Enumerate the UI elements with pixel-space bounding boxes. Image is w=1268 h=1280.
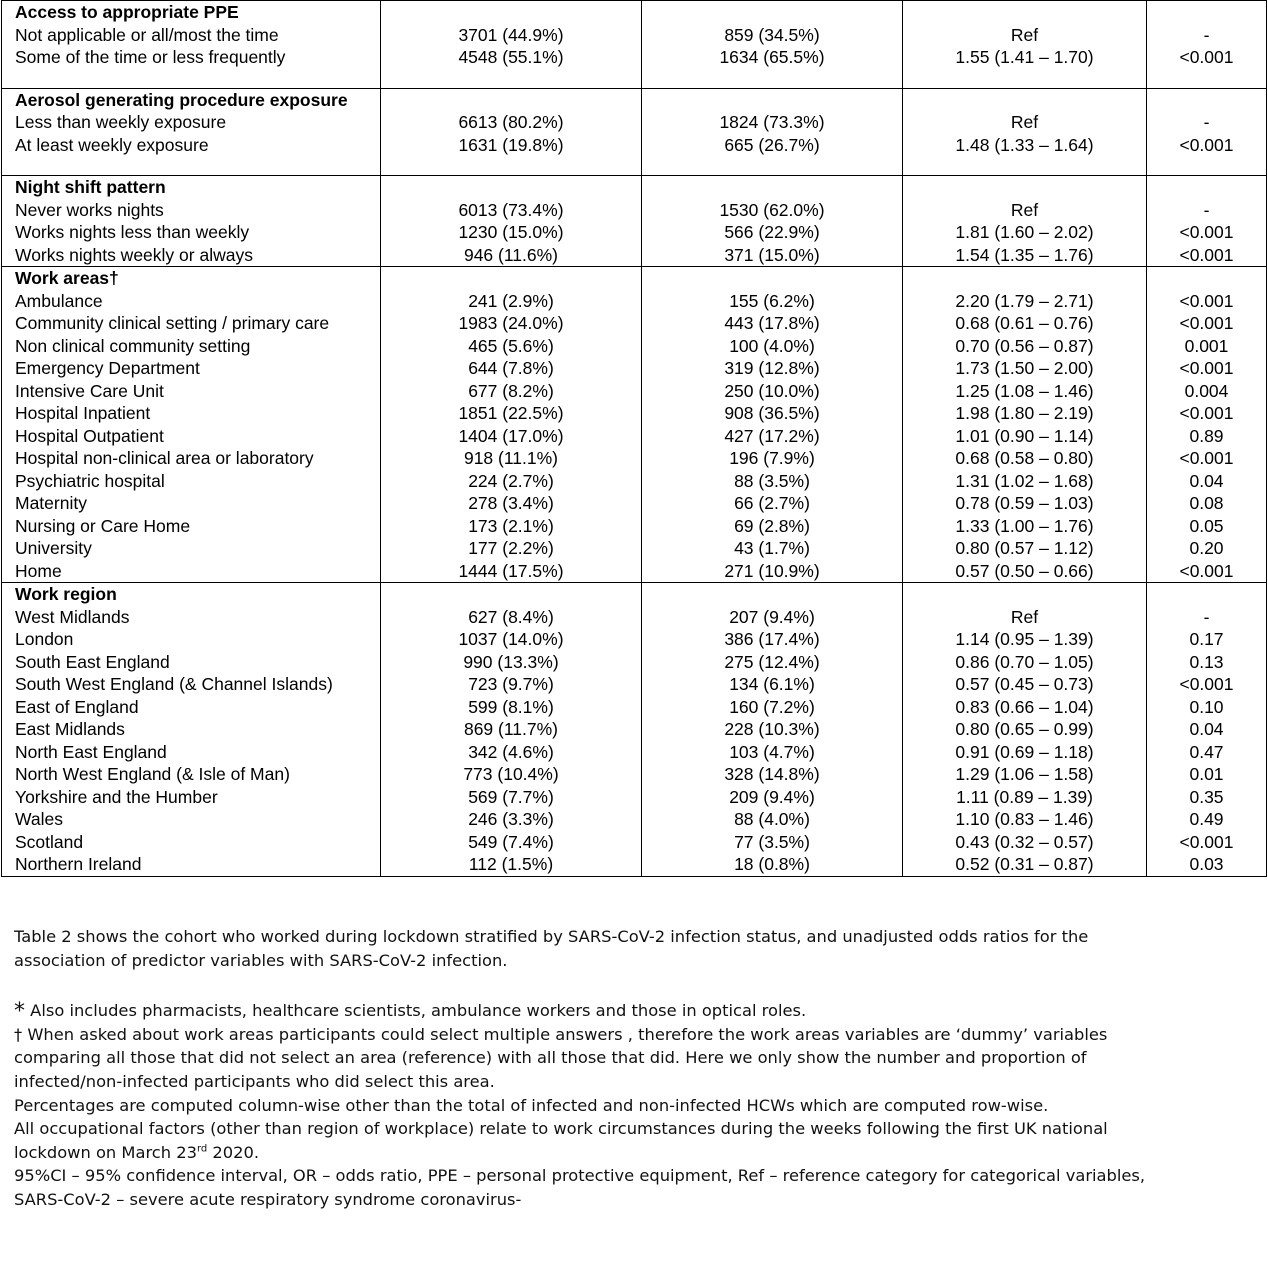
row-label: Hospital Outpatient	[2, 425, 381, 448]
table-cell: Ref	[903, 111, 1147, 134]
table-section	[2, 583, 1267, 877]
table-cell: <0.001	[1147, 402, 1267, 425]
table-cell: 160 (7.2%)	[642, 696, 903, 719]
row-label: Nursing or Care Home	[2, 515, 381, 538]
row-label: Some of the time or less frequently	[2, 46, 381, 69]
table-cell: 0.17	[1147, 628, 1267, 651]
section-title: Aerosol generating procedure exposure	[2, 88, 381, 111]
row-label: Wales	[2, 808, 381, 831]
asterisk-symbol: *	[14, 999, 25, 1025]
table-cell: 627 (8.4%)	[381, 606, 642, 629]
table-cell: 0.89	[1147, 425, 1267, 448]
row-label: South West England (& Channel Islands)	[2, 673, 381, 696]
table-cell	[381, 583, 642, 606]
empty-cell	[903, 69, 1147, 89]
table-cell: 0.68 (0.58 – 0.80)	[903, 447, 1147, 470]
table-cell: 1.25 (1.08 – 1.46)	[903, 380, 1147, 403]
table-cell: 18 (0.8%)	[642, 853, 903, 876]
table-row	[2, 425, 1267, 448]
table-cell: 155 (6.2%)	[642, 290, 903, 313]
table-cell: 677 (8.2%)	[381, 380, 642, 403]
table-cell: 1631 (19.8%)	[381, 134, 642, 157]
table-cell: <0.001	[1147, 560, 1267, 583]
table-cell: -	[1147, 24, 1267, 47]
table-cell: 1.98 (1.80 – 2.19)	[903, 402, 1147, 425]
row-label: Community clinical setting / primary care	[2, 312, 381, 335]
table-cell: Ref	[903, 606, 1147, 629]
table-cell: 342 (4.6%)	[381, 741, 642, 764]
table-cell: 196 (7.9%)	[642, 447, 903, 470]
row-label: Northern Ireland	[2, 853, 381, 876]
table-cell: 209 (9.4%)	[642, 786, 903, 809]
row-label: North East England	[2, 741, 381, 764]
table-cell: 443 (17.8%)	[642, 312, 903, 335]
row-label: University	[2, 537, 381, 560]
table-cell: <0.001	[1147, 290, 1267, 313]
row-label: Not applicable or all/most the time	[2, 24, 381, 47]
table-cell: 100 (4.0%)	[642, 335, 903, 358]
table-cell	[903, 88, 1147, 111]
table-row	[2, 312, 1267, 335]
table-cell: 1.10 (0.83 – 1.46)	[903, 808, 1147, 831]
table-cell	[1147, 176, 1267, 199]
table-cell: -	[1147, 111, 1267, 134]
table-cell: 0.49	[1147, 808, 1267, 831]
table-cell: <0.001	[1147, 46, 1267, 69]
table-cell: 0.04	[1147, 470, 1267, 493]
footnote-star	[14, 999, 1164, 1023]
row-label: Scotland	[2, 831, 381, 854]
table-cell: 0.04	[1147, 718, 1267, 741]
table-cell: 1.73 (1.50 – 2.00)	[903, 357, 1147, 380]
table-cell: <0.001	[1147, 357, 1267, 380]
table-cell: 427 (17.2%)	[642, 425, 903, 448]
table-cell	[1147, 583, 1267, 606]
table-row	[2, 741, 1267, 764]
table-cell: 0.68 (0.61 – 0.76)	[903, 312, 1147, 335]
table-cell: <0.001	[1147, 221, 1267, 244]
table-cell: 0.08	[1147, 492, 1267, 515]
table-cell: <0.001	[1147, 447, 1267, 470]
table-cell: 0.70 (0.56 – 0.87)	[903, 335, 1147, 358]
table-row	[2, 470, 1267, 493]
empty-cell	[381, 69, 642, 89]
table-row	[2, 402, 1267, 425]
row-label: Maternity	[2, 492, 381, 515]
table-cell: 665 (26.7%)	[642, 134, 903, 157]
table-cell: 723 (9.7%)	[381, 673, 642, 696]
table-cell	[1147, 267, 1267, 290]
empty-cell	[642, 69, 903, 89]
table-cell	[642, 176, 903, 199]
table-cell: 1404 (17.0%)	[381, 425, 642, 448]
row-label: South East England	[2, 651, 381, 674]
table-cell: 0.01	[1147, 763, 1267, 786]
table-cell: 0.57 (0.50 – 0.66)	[903, 560, 1147, 583]
table-cell: 134 (6.1%)	[642, 673, 903, 696]
table-cell: 0.52 (0.31 – 0.87)	[903, 853, 1147, 876]
table-cell: 1.11 (0.89 – 1.39)	[903, 786, 1147, 809]
footnote-occupational	[14, 1117, 1164, 1164]
table-cell: 1444 (17.5%)	[381, 560, 642, 583]
table-cell	[642, 583, 903, 606]
table-cell: 908 (36.5%)	[642, 402, 903, 425]
table-cell: 0.57 (0.45 – 0.73)	[903, 673, 1147, 696]
table-cell	[903, 267, 1147, 290]
table-cell: 0.91 (0.69 – 1.18)	[903, 741, 1147, 764]
table-cell: 0.47	[1147, 741, 1267, 764]
table-cell: 644 (7.8%)	[381, 357, 642, 380]
section-header-row	[2, 267, 1267, 290]
table-cell: -	[1147, 606, 1267, 629]
table-cell: 278 (3.4%)	[381, 492, 642, 515]
row-label: Intensive Care Unit	[2, 380, 381, 403]
table-cell: 246 (3.3%)	[381, 808, 642, 831]
row-label: Works nights weekly or always	[2, 244, 381, 267]
table-cell	[642, 267, 903, 290]
section-title: Work region	[2, 583, 381, 606]
table-cell: Ref	[903, 199, 1147, 222]
table-row	[2, 515, 1267, 538]
table-section	[2, 176, 1267, 267]
table-cell: 371 (15.0%)	[642, 244, 903, 267]
table-cell: 1.31 (1.02 – 1.68)	[903, 470, 1147, 493]
table-cell: 173 (2.1%)	[381, 515, 642, 538]
table-row	[2, 651, 1267, 674]
table-cell: 386 (17.4%)	[642, 628, 903, 651]
table-cell: 241 (2.9%)	[381, 290, 642, 313]
table-cell: 599 (8.1%)	[381, 696, 642, 719]
table-row	[2, 357, 1267, 380]
row-label: Home	[2, 560, 381, 583]
table-cell: 1.55 (1.41 – 1.70)	[903, 46, 1147, 69]
table-cell: 946 (11.6%)	[381, 244, 642, 267]
table-cell: <0.001	[1147, 244, 1267, 267]
table-cell: 1530 (62.0%)	[642, 199, 903, 222]
table-cell: 1634 (65.5%)	[642, 46, 903, 69]
section-title: Night shift pattern	[2, 176, 381, 199]
row-label: East of England	[2, 696, 381, 719]
table-row	[2, 24, 1267, 47]
table-cell: 0.13	[1147, 651, 1267, 674]
table-cell: 228 (10.3%)	[642, 718, 903, 741]
footnote-star-text: Also includes pharmacists, healthcare scientists, ambulance workers and those in optical roles.	[25, 1001, 807, 1021]
row-label: Non clinical community setting	[2, 335, 381, 358]
table-cell: 0.03	[1147, 853, 1267, 876]
table-caption: Table 2 shows the cohort who worked during lockdown stratified by SARS-CoV-2 infection status, and unadjusted odds ratios for the association of predictor variables with SARS-CoV-2 infection.	[14, 927, 1089, 970]
table-cell: 177 (2.2%)	[381, 537, 642, 560]
table-cell: 6613 (80.2%)	[381, 111, 642, 134]
table-cell: -	[1147, 199, 1267, 222]
table-cell: 1.01 (0.90 – 1.14)	[903, 425, 1147, 448]
table-row	[2, 808, 1267, 831]
table-row	[2, 628, 1267, 651]
table-cell	[1147, 88, 1267, 111]
section-header-row	[2, 176, 1267, 199]
table-row	[2, 290, 1267, 313]
table-cell	[903, 583, 1147, 606]
table-cell	[903, 176, 1147, 199]
table-row	[2, 244, 1267, 267]
table-cell: 271 (10.9%)	[642, 560, 903, 583]
table-cell: 990 (13.3%)	[381, 651, 642, 674]
footnote-dagger: † When asked about work areas participants could select multiple answers , therefore the work areas variables are ‘dummy’ variables comparing all those that did not select an area (reference) with all those that did. Here we only show the number and proportion of infected/non-infected participants who did select this area.	[14, 1024, 1108, 1091]
table-row	[2, 335, 1267, 358]
table-cell: 69 (2.8%)	[642, 515, 903, 538]
table-cell: 0.86 (0.70 – 1.05)	[903, 651, 1147, 674]
table-section	[2, 88, 1267, 176]
row-label: London	[2, 628, 381, 651]
table-row	[2, 606, 1267, 629]
table-cell: 328 (14.8%)	[642, 763, 903, 786]
table-row	[2, 673, 1267, 696]
table-cell	[642, 1, 903, 24]
table-cell: 773 (10.4%)	[381, 763, 642, 786]
row-label: Works nights less than weekly	[2, 221, 381, 244]
table-cell: <0.001	[1147, 134, 1267, 157]
row-label: Emergency Department	[2, 357, 381, 380]
row-label: Psychiatric hospital	[2, 470, 381, 493]
table-cell: 0.83 (0.66 – 1.04)	[903, 696, 1147, 719]
table-cell: 0.80 (0.57 – 1.12)	[903, 537, 1147, 560]
row-label: Hospital Inpatient	[2, 402, 381, 425]
row-label: North West England (& Isle of Man)	[2, 763, 381, 786]
table-row	[2, 380, 1267, 403]
table-row	[2, 696, 1267, 719]
results-table	[1, 0, 1267, 877]
table-cell: 1.29 (1.06 – 1.58)	[903, 763, 1147, 786]
table-cell: 0.80 (0.65 – 0.99)	[903, 718, 1147, 741]
table-cell: 869 (11.7%)	[381, 718, 642, 741]
table-cell: 0.20	[1147, 537, 1267, 560]
table-section	[2, 267, 1267, 583]
table-cell: <0.001	[1147, 831, 1267, 854]
footnote-abbreviations: 95%CI – 95% confidence interval, OR – odds ratio, PPE – personal protective equipment, Ref – reference category for categorical variables, SARS-CoV-2 – severe acute respiratory syndrome coronavirus-	[14, 1166, 1146, 1209]
table-cell: 1824 (73.3%)	[642, 111, 903, 134]
table-cell: 319 (12.8%)	[642, 357, 903, 380]
table-row	[2, 763, 1267, 786]
section-header-row	[2, 1, 1267, 24]
empty-cell	[1147, 156, 1267, 176]
table-cell: 1.33 (1.00 – 1.76)	[903, 515, 1147, 538]
table-cell: <0.001	[1147, 312, 1267, 335]
table-cell: 0.004	[1147, 380, 1267, 403]
table-cell: 224 (2.7%)	[381, 470, 642, 493]
spacer-row	[2, 156, 1267, 176]
table-cell: 1983 (24.0%)	[381, 312, 642, 335]
table-cell: 43 (1.7%)	[642, 537, 903, 560]
table-cell: 918 (11.1%)	[381, 447, 642, 470]
row-label: West Midlands	[2, 606, 381, 629]
table-row	[2, 46, 1267, 69]
table-cell	[381, 176, 642, 199]
table-row	[2, 786, 1267, 809]
table-cell: 0.05	[1147, 515, 1267, 538]
table-row	[2, 718, 1267, 741]
table-cell: 569 (7.7%)	[381, 786, 642, 809]
empty-cell	[381, 156, 642, 176]
footnote-percentages: Percentages are computed column-wise other than the total of infected and non-infected HCWs which are computed row-wise.	[14, 1095, 1049, 1115]
row-label: At least weekly exposure	[2, 134, 381, 157]
table-cell: 88 (3.5%)	[642, 470, 903, 493]
table-row	[2, 221, 1267, 244]
table-cell: 103 (4.7%)	[642, 741, 903, 764]
table-cell: 859 (34.5%)	[642, 24, 903, 47]
table-cell: 1.48 (1.33 – 1.64)	[903, 134, 1147, 157]
table-notes	[14, 925, 1164, 1212]
empty-cell	[1147, 69, 1267, 89]
table-cell: <0.001	[1147, 673, 1267, 696]
table-cell: 0.43 (0.32 – 0.57)	[903, 831, 1147, 854]
table-cell: 3701 (44.9%)	[381, 24, 642, 47]
table-cell: 1037 (14.0%)	[381, 628, 642, 651]
table-row	[2, 111, 1267, 134]
table-cell: 2.20 (1.79 – 2.71)	[903, 290, 1147, 313]
table-cell: 0.10	[1147, 696, 1267, 719]
table-row	[2, 853, 1267, 876]
table-cell	[903, 1, 1147, 24]
table-row	[2, 492, 1267, 515]
row-label: Yorkshire and the Humber	[2, 786, 381, 809]
row-label: East Midlands	[2, 718, 381, 741]
footnote-occupational-end: 2020.	[207, 1142, 260, 1162]
empty-cell	[2, 156, 381, 176]
table-cell	[642, 88, 903, 111]
row-label: Less than weekly exposure	[2, 111, 381, 134]
footnote-occupational-text: All occupational factors (other than region of workplace) relate to work circumstances during the weeks following the first UK national lockdown on March 23	[14, 1119, 1108, 1162]
ordinal-superscript: rd	[196, 1143, 208, 1155]
spacer-row	[2, 69, 1267, 89]
row-label: Ambulance	[2, 290, 381, 313]
table-cell	[381, 1, 642, 24]
table-cell: 77 (3.5%)	[642, 831, 903, 854]
table-cell: 0.001	[1147, 335, 1267, 358]
table-cell: 0.78 (0.59 – 1.03)	[903, 492, 1147, 515]
row-label: Never works nights	[2, 199, 381, 222]
table-cell: 4548 (55.1%)	[381, 46, 642, 69]
table-cell	[1147, 1, 1267, 24]
table-cell: 207 (9.4%)	[642, 606, 903, 629]
table-row	[2, 560, 1267, 583]
table-cell: 88 (4.0%)	[642, 808, 903, 831]
table-row	[2, 831, 1267, 854]
table-cell: 66 (2.7%)	[642, 492, 903, 515]
table-row	[2, 134, 1267, 157]
table-row	[2, 537, 1267, 560]
table-cell	[381, 267, 642, 290]
empty-cell	[903, 156, 1147, 176]
section-header-row	[2, 88, 1267, 111]
row-label: Hospital non-clinical area or laboratory	[2, 447, 381, 470]
table-row	[2, 199, 1267, 222]
section-title: Access to appropriate PPE	[2, 1, 381, 24]
section-title: Work areas†	[2, 267, 381, 290]
table-cell: 0.35	[1147, 786, 1267, 809]
table-row	[2, 447, 1267, 470]
table-cell: 1.14 (0.95 – 1.39)	[903, 628, 1147, 651]
table-cell	[381, 88, 642, 111]
table-cell: 549 (7.4%)	[381, 831, 642, 854]
table-cell: 6013 (73.4%)	[381, 199, 642, 222]
table-cell: 465 (5.6%)	[381, 335, 642, 358]
table-cell: 112 (1.5%)	[381, 853, 642, 876]
table-cell: Ref	[903, 24, 1147, 47]
table-cell: 1851 (22.5%)	[381, 402, 642, 425]
table-cell: 1.54 (1.35 – 1.76)	[903, 244, 1147, 267]
table-cell: 275 (12.4%)	[642, 651, 903, 674]
table-cell: 250 (10.0%)	[642, 380, 903, 403]
table-section	[2, 1, 1267, 89]
table-cell: 1230 (15.0%)	[381, 221, 642, 244]
section-header-row	[2, 583, 1267, 606]
table-cell: 1.81 (1.60 – 2.02)	[903, 221, 1147, 244]
empty-cell	[642, 156, 903, 176]
table-cell: 566 (22.9%)	[642, 221, 903, 244]
empty-cell	[2, 69, 381, 89]
